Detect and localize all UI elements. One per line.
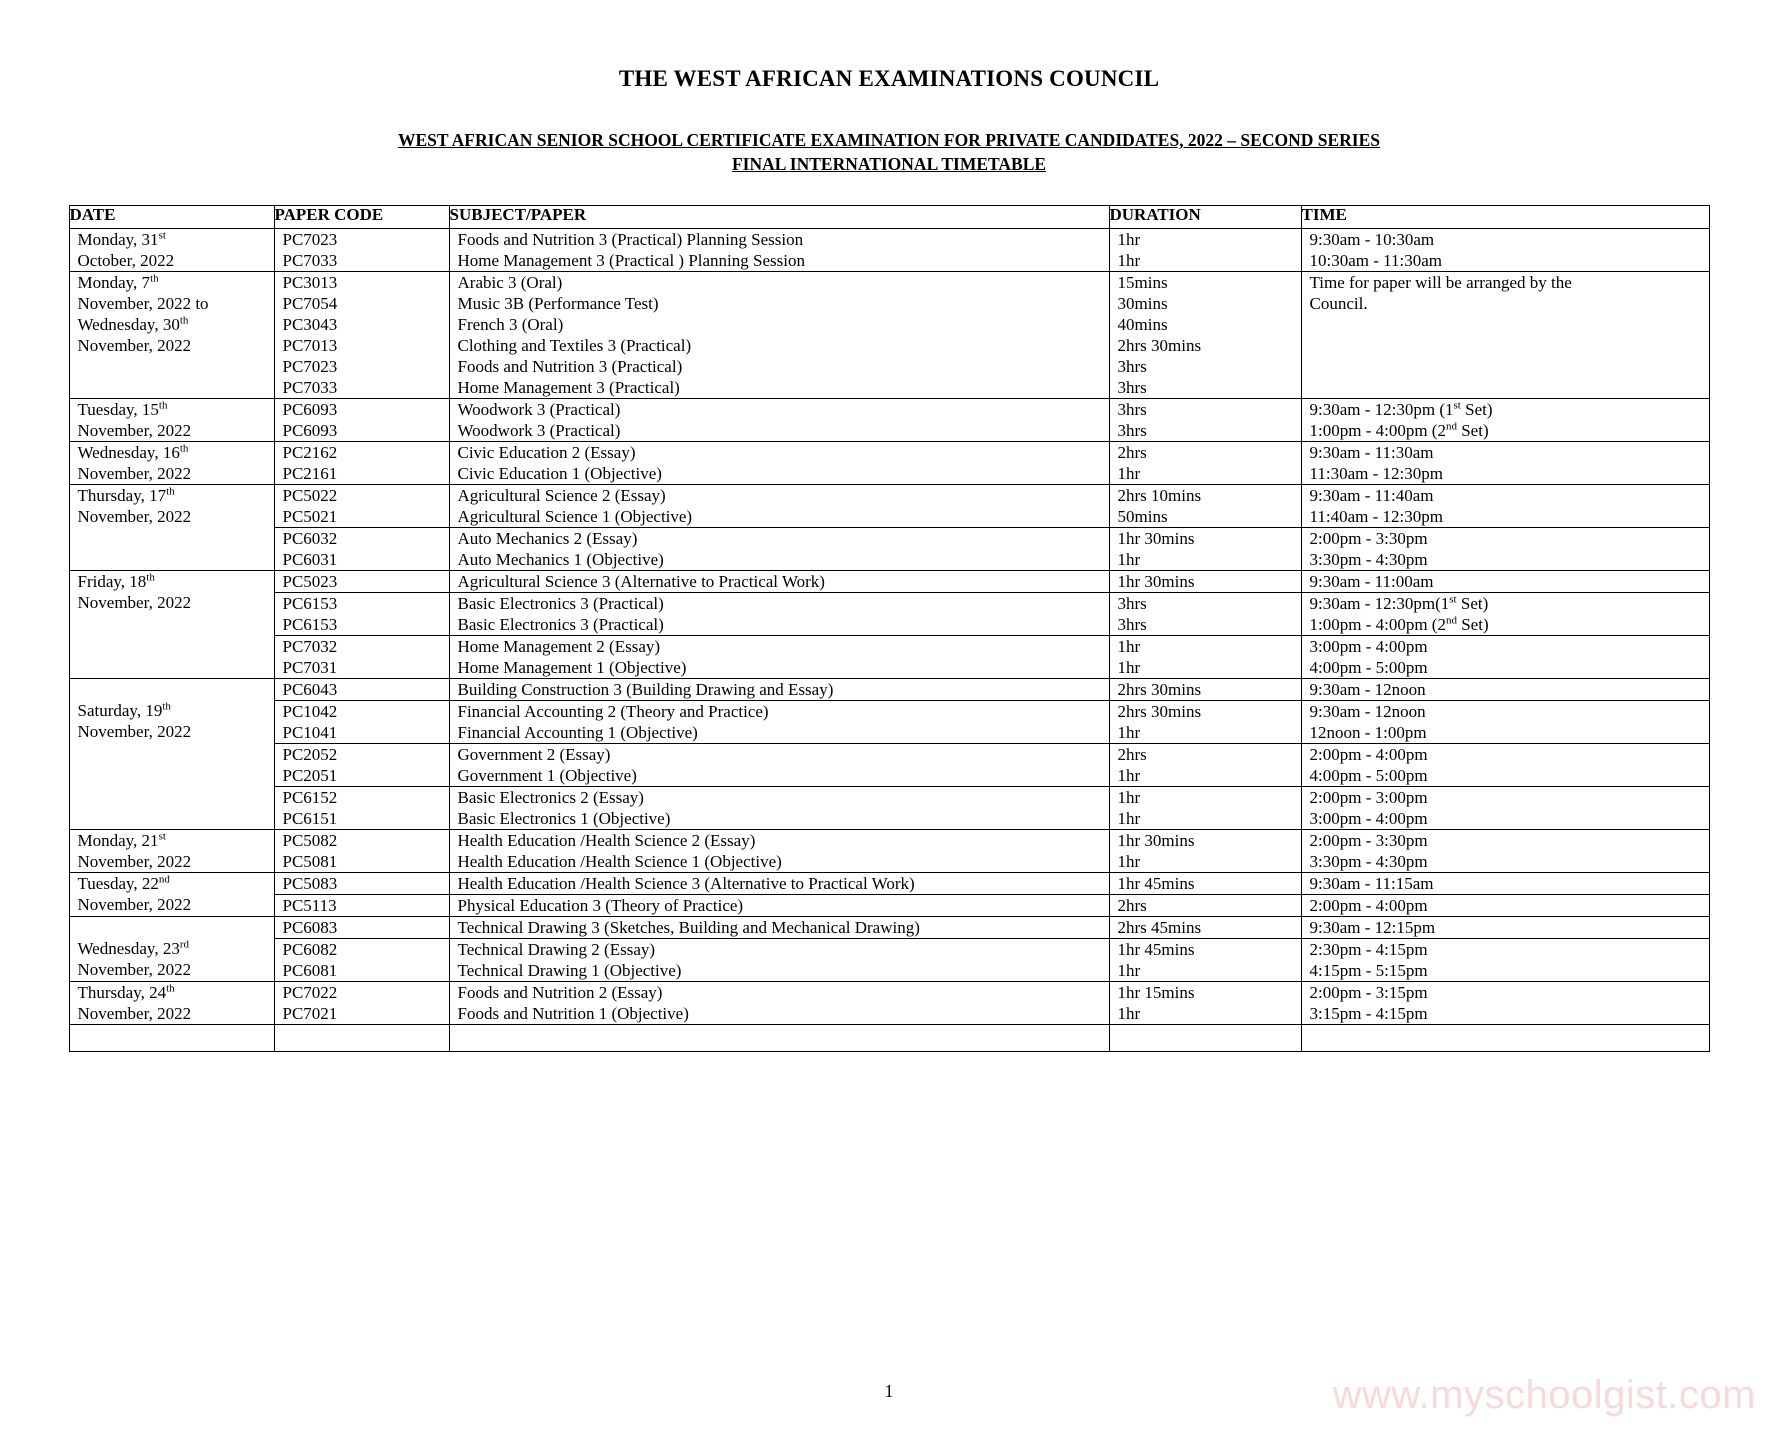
cell-time: 9:30am - 12noon 12noon - 1:00pm: [1301, 701, 1709, 744]
document-page: [0, 66, 1778, 1430]
cell-paper-code: PC3013 PC7054 PC3043 PC7013 PC7023 PC7033: [274, 272, 449, 399]
cell-date: [69, 272, 274, 399]
cell-subject: Technical Drawing 3 (Sketches, Building and Mechanical Drawing): [449, 917, 1109, 939]
cell-subject: Civic Education 2 (Essay) Civic Education 1 (Objective): [449, 442, 1109, 485]
cell-time: 9:30am - 11:40am 11:40am - 12:30pm: [1301, 485, 1709, 528]
table-row: [69, 701, 1709, 744]
date-line: November, 2022: [77, 722, 192, 741]
cell-subject: Building Construction 3 (Building Drawing and Essay): [449, 679, 1109, 701]
cell-duration: 2hrs 1hr: [1109, 744, 1301, 787]
cell-blank: [69, 1025, 274, 1052]
cell-subject: Health Education /Health Science 2 (Essay) Health Education /Health Science 1 (Objective): [449, 830, 1109, 873]
cell-time: 2:00pm - 3:15pm 3:15pm - 4:15pm: [1301, 982, 1709, 1025]
cell-time: 3:00pm - 4:00pm 4:00pm - 5:00pm: [1301, 636, 1709, 679]
date-line: November, 2022: [77, 421, 192, 440]
table-row: [69, 679, 1709, 701]
cell-duration: 2hrs 10mins 50mins: [1109, 485, 1301, 528]
page-title: THE WEST AFRICAN EXAMINATIONS COUNCIL: [618, 66, 1160, 91]
table-row: [69, 571, 1709, 593]
cell-duration: 2hrs 30mins: [1109, 679, 1301, 701]
cell-blank: [1109, 1025, 1301, 1052]
cell-time: Time for paper will be arranged by the Council.: [1301, 272, 1709, 399]
cell-duration: 1hr 45mins 1hr: [1109, 939, 1301, 982]
cell-paper-code: PC7023 PC7033: [274, 229, 449, 272]
cell-subject: Health Education /Health Science 3 (Alternative to Practical Work): [449, 873, 1109, 895]
cell-time: 2:00pm - 4:00pm 4:00pm - 5:00pm: [1301, 744, 1709, 787]
cell-subject: Agricultural Science 3 (Alternative to Practical Work): [449, 571, 1109, 593]
date-line: November, 2022: [77, 852, 192, 871]
cell-subject: Financial Accounting 2 (Theory and Practice) Financial Accounting 1 (Objective): [449, 701, 1109, 744]
cell-duration: 1hr 1hr: [1109, 787, 1301, 830]
table-row: [69, 485, 1709, 528]
cell-subject: Physical Education 3 (Theory of Practice): [449, 895, 1109, 917]
cell-paper-code: PC5082 PC5081: [274, 830, 449, 873]
cell-date: [69, 982, 274, 1025]
cell-subject: Government 2 (Essay) Government 1 (Objective): [449, 744, 1109, 787]
cell-duration: 1hr 30mins 1hr: [1109, 528, 1301, 571]
cell-paper-code: PC5083: [274, 873, 449, 895]
header-duration: DURATION: [1109, 206, 1301, 229]
subtitle-block: [0, 130, 1778, 175]
cell-paper-code: PC5113: [274, 895, 449, 917]
table-row: [69, 830, 1709, 873]
cell-date: [69, 917, 274, 982]
cell-time: 9:30am - 10:30am 10:30am - 11:30am: [1301, 229, 1709, 272]
date-line: November, 2022: [77, 593, 192, 612]
cell-paper-code: PC7032 PC7031: [274, 636, 449, 679]
cell-paper-code: PC2052 PC2051: [274, 744, 449, 787]
cell-paper-code: PC6152 PC6151: [274, 787, 449, 830]
cell-date: [69, 873, 274, 917]
cell-paper-code: PC6082 PC6081: [274, 939, 449, 982]
cell-paper-code: PC6043: [274, 679, 449, 701]
cell-duration: 1hr 45mins: [1109, 873, 1301, 895]
cell-duration: 1hr 15mins 1hr: [1109, 982, 1301, 1025]
cell-time: 2:00pm - 3:30pm 3:30pm - 4:30pm: [1301, 528, 1709, 571]
cell-time: 9:30am - 11:15am: [1301, 873, 1709, 895]
cell-time: 9:30am - 12:30pm (1st Set) 1:00pm - 4:00pm (2nd Set): [1301, 399, 1709, 442]
cell-duration: 1hr 1hr: [1109, 636, 1301, 679]
cell-time: 2:00pm - 3:30pm 3:30pm - 4:30pm: [1301, 830, 1709, 873]
cell-duration: 3hrs 3hrs: [1109, 593, 1301, 636]
cell-date: [69, 830, 274, 873]
cell-duration: 2hrs 1hr: [1109, 442, 1301, 485]
table-row: [69, 528, 1709, 571]
cell-time: 2:00pm - 4:00pm: [1301, 895, 1709, 917]
cell-subject: Agricultural Science 2 (Essay) Agricultural Science 1 (Objective): [449, 485, 1109, 528]
cell-subject: Home Management 2 (Essay) Home Management 1 (Objective): [449, 636, 1109, 679]
table-row: [69, 787, 1709, 830]
cell-duration: 1hr 30mins: [1109, 571, 1301, 593]
date-line: November, 2022: [77, 464, 192, 483]
table-row: [69, 593, 1709, 636]
cell-duration: 1hr 30mins 1hr: [1109, 830, 1301, 873]
date-line: November, 2022: [77, 960, 192, 979]
table-row: [69, 442, 1709, 485]
table-row: [69, 229, 1709, 272]
cell-subject: Arabic 3 (Oral) Music 3B (Performance Test) French 3 (Oral) Clothing and Textiles 3 (Practical) Foods and Nutrition 3 (Practical) Home Management 3 (Practical): [449, 272, 1109, 399]
date-line: Monday, 31st: [77, 229, 166, 249]
table-row: [69, 636, 1709, 679]
cell-date: [69, 571, 274, 679]
cell-blank: [449, 1025, 1109, 1052]
cell-paper-code: PC6083: [274, 917, 449, 939]
table-row: [69, 744, 1709, 787]
exam-subtitle: WEST AFRICAN SENIOR SCHOOL CERTIFICATE EXAMINATION FOR PRIVATE CANDIDATES, 2022 – SECOND SERIES: [398, 130, 1380, 150]
date-line: Wednesday, 23rd: [77, 938, 190, 958]
date-line: Wednesday, 16th: [77, 442, 189, 462]
cell-time: 9:30am - 12:15pm: [1301, 917, 1709, 939]
table-header-row: [69, 206, 1709, 229]
table-row: [69, 873, 1709, 895]
table-row: [69, 982, 1709, 1025]
table-row-blank: [69, 1025, 1709, 1052]
cell-paper-code: PC5022 PC5021: [274, 485, 449, 528]
cell-subject: Basic Electronics 3 (Practical) Basic Electronics 3 (Practical): [449, 593, 1109, 636]
cell-blank: [274, 1025, 449, 1052]
date-line: November, 2022 to: [77, 294, 209, 313]
cell-duration: 2hrs 45mins: [1109, 917, 1301, 939]
cell-time: 9:30am - 12noon: [1301, 679, 1709, 701]
cell-time: 2:30pm - 4:15pm 4:15pm - 5:15pm: [1301, 939, 1709, 982]
cell-date: [69, 485, 274, 571]
cell-subject: Woodwork 3 (Practical) Woodwork 3 (Practical): [449, 399, 1109, 442]
cell-duration: 15mins 30mins 40mins 2hrs 30mins 3hrs 3hrs: [1109, 272, 1301, 399]
date-line: Monday, 21st: [77, 830, 166, 850]
cell-paper-code: PC5023: [274, 571, 449, 593]
date-line: Friday, 18th: [77, 571, 155, 591]
cell-subject: Foods and Nutrition 3 (Practical) Planning Session Home Management 3 (Practical ) Planning Session: [449, 229, 1109, 272]
cell-duration: 1hr 1hr: [1109, 229, 1301, 272]
header-paper-code: PAPER CODE: [274, 206, 449, 229]
date-line: Tuesday, 15th: [77, 399, 168, 419]
table-row: [69, 272, 1709, 399]
cell-paper-code: PC6153 PC6153: [274, 593, 449, 636]
date-line: Tuesday, 22nd: [77, 873, 170, 893]
cell-duration: 3hrs 3hrs: [1109, 399, 1301, 442]
date-line: [70, 917, 274, 938]
cell-date: [69, 229, 274, 272]
page-number: 1: [884, 1381, 894, 1401]
table-body: [69, 229, 1709, 1052]
date-line: October, 2022: [77, 251, 175, 270]
date-line: November, 2022: [77, 895, 192, 914]
date-line: Saturday, 19th: [77, 700, 171, 720]
table-row: [69, 399, 1709, 442]
table-row: [69, 939, 1709, 982]
cell-subject: Technical Drawing 2 (Essay) Technical Drawing 1 (Objective): [449, 939, 1109, 982]
cell-date: [69, 442, 274, 485]
cell-time: 9:30am - 12:30pm(1st Set) 1:00pm - 4:00pm (2nd Set): [1301, 593, 1709, 636]
header-subject: SUBJECT/PAPER: [449, 206, 1109, 229]
cell-paper-code: PC6032 PC6031: [274, 528, 449, 571]
timetable: [69, 205, 1710, 1052]
table-row: [69, 917, 1709, 939]
date-line: Monday, 7th: [77, 272, 159, 292]
cell-subject: Foods and Nutrition 2 (Essay) Foods and Nutrition 1 (Objective): [449, 982, 1109, 1025]
cell-blank: [1301, 1025, 1709, 1052]
timetable-subtitle: FINAL INTERNATIONAL TIMETABLE: [731, 154, 1047, 174]
cell-paper-code: PC7022 PC7021: [274, 982, 449, 1025]
cell-subject: Auto Mechanics 2 (Essay) Auto Mechanics 1 (Objective): [449, 528, 1109, 571]
cell-date: [69, 679, 274, 830]
date-line: [70, 679, 274, 700]
cell-time: 9:30am - 11:00am: [1301, 571, 1709, 593]
cell-duration: 2hrs 30mins 1hr: [1109, 701, 1301, 744]
date-line: November, 2022: [77, 336, 192, 355]
cell-paper-code: PC2162 PC2161: [274, 442, 449, 485]
date-line: Thursday, 17th: [77, 485, 175, 505]
cell-time: 2:00pm - 3:00pm 3:00pm - 4:00pm: [1301, 787, 1709, 830]
watermark: www.myschoolgist.com: [1332, 1373, 1756, 1417]
cell-paper-code: PC6093 PC6093: [274, 399, 449, 442]
header-date: DATE: [69, 206, 274, 229]
cell-date: [69, 399, 274, 442]
date-line: Wednesday, 30th: [77, 314, 189, 334]
date-line: November, 2022: [77, 507, 192, 526]
cell-subject: Basic Electronics 2 (Essay) Basic Electronics 1 (Objective): [449, 787, 1109, 830]
table-row: [69, 895, 1709, 917]
cell-time: 9:30am - 11:30am 11:30am - 12:30pm: [1301, 442, 1709, 485]
header-time: TIME: [1301, 206, 1709, 229]
cell-paper-code: PC1042 PC1041: [274, 701, 449, 744]
date-line: Thursday, 24th: [77, 982, 175, 1002]
cell-duration: 2hrs: [1109, 895, 1301, 917]
date-line: November, 2022: [77, 1004, 192, 1023]
